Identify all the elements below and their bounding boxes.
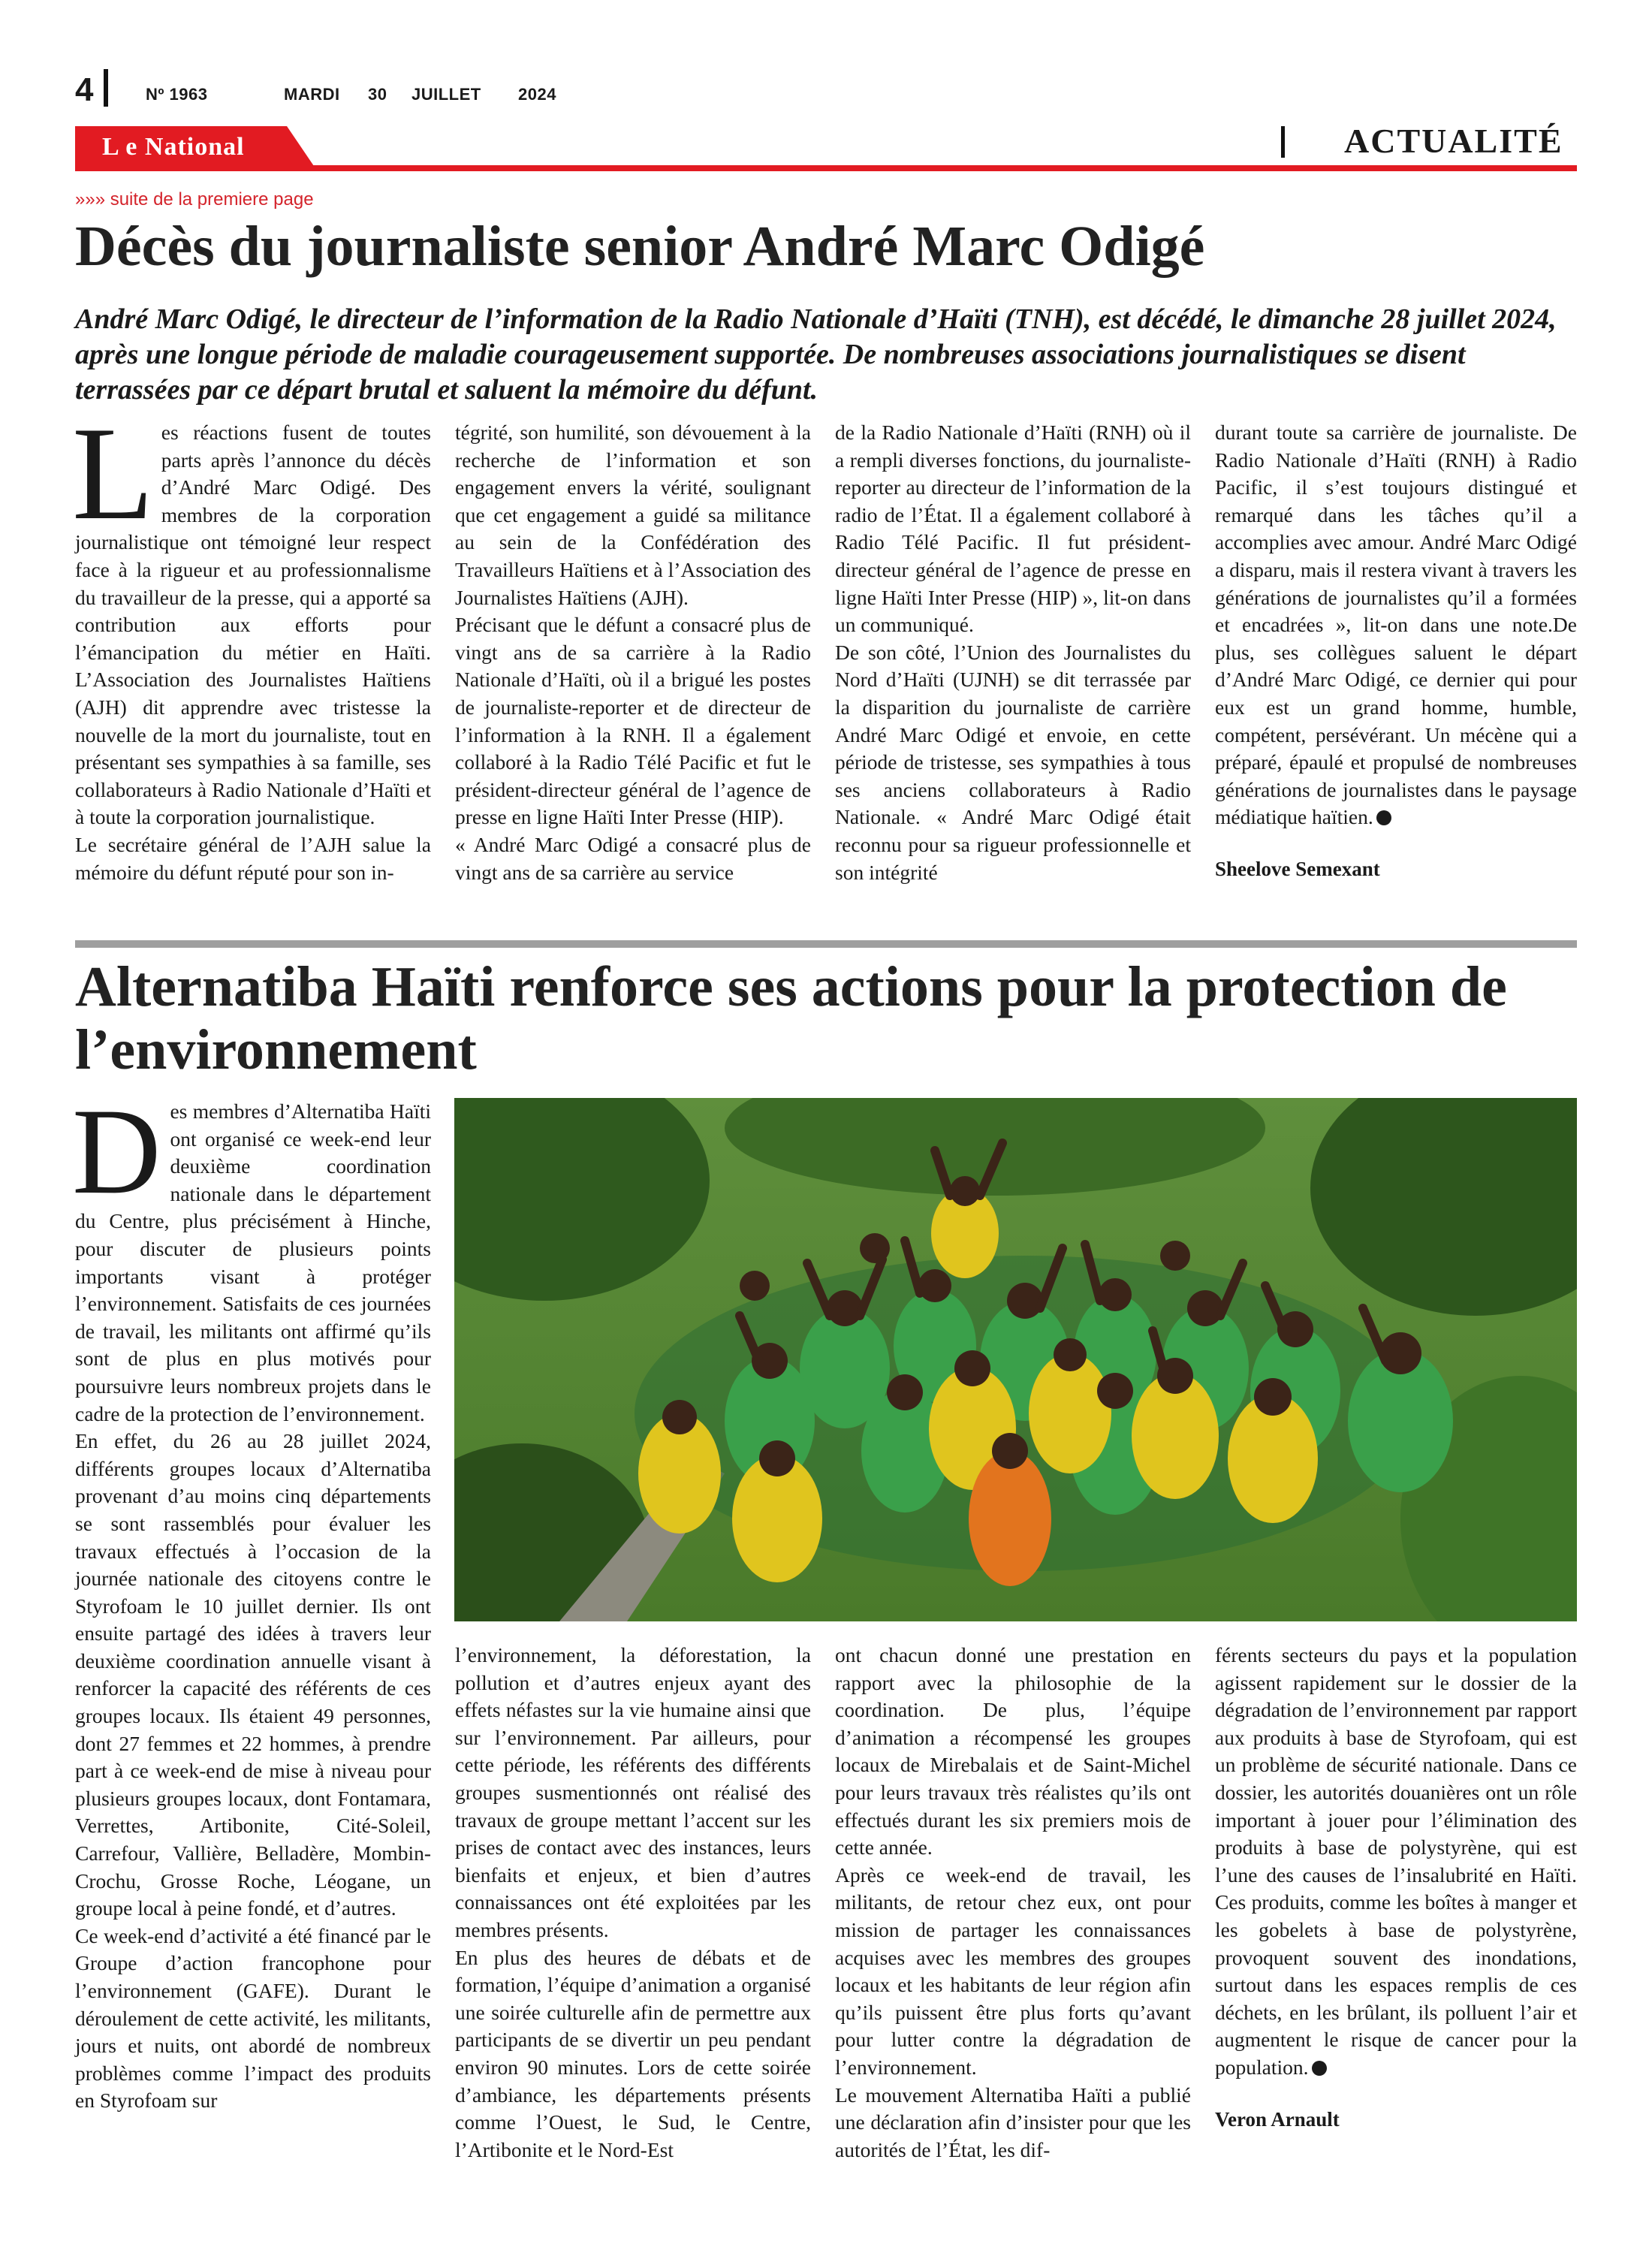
article1-lead: André Marc Odigé, le directeur de l’information de la Radio Nationale d’Haïti (TNH), est décédé, le dimanche 28 juillet 2024, après une longue période de maladie courageusement supportée. De nombreuses associations journalistiques se disent terrassées par ce départ brutal et saluent la mémoire du défunt. xyxy=(75,303,1557,406)
page-number: 4 xyxy=(75,71,94,108)
article1-paragraph-text: durant toute sa carrière de journaliste. De Radio Nationale d’Haïti (RNH) à Radio Pacific, il s’est toujours distingué et remarqué dans les tâches qu’il a accomplies avec amour. André Marc Odigé a disparu, mais il restera vivant à travers les générations de journalistes qu’il a formées et encadrées », lit-on dans une note.De plus, ses collègues saluent le départ d’André Marc Odigé, ce dernier qui pour eux est un grand homme, humble, compétent, persévérant. Un mécène qui a préparé, épaulé et propulsé de nombreuses générations de journalistes dans le paysage médiatique haïtien. xyxy=(1215,421,1577,829)
article2-column-1 xyxy=(72,1084,431,2115)
group-photo-illustration xyxy=(454,1098,1577,1621)
header-day: MARDI xyxy=(284,85,340,104)
article2-author: Veron Arnault xyxy=(1215,2107,1340,2131)
article1-title: Décès du journaliste senior André Marc Odigé xyxy=(75,215,1205,278)
end-of-article-icon xyxy=(1376,810,1391,825)
article2-paragraph: l’environnement, la déforestation, la pollution et d’autres enjeux ayant des effets néfastes sur la vie humaine ainsi que sur l’environnement. Par ailleurs, pour cette période, les référents des différents groupes susmentionnés ont réalisé des travaux de groupe mettant l’accent sur les prises de contact avec des instances, leurs bienfaits et enjeux, et bien d’autres connaissances ont été exploitées par les membres présents. xyxy=(455,1643,811,1941)
article1-author: Sheelove Semexant xyxy=(1215,857,1380,880)
article2-paragraph xyxy=(1215,1642,1577,2082)
article1-drop-cap: L xyxy=(72,399,154,547)
header-red-rule xyxy=(75,165,1577,171)
article1-paragraph: Précisant que le défunt a consacré plus de vingt ans de sa carrière à la Radio Nationale d’Haïti, où il a brigué les postes de journaliste-reporter et de directeur de l’information à la RNH. Il a également collaboré à la Radio Télé Pacific et fut le président-directeur général de l’agence de presse en ligne Haïti Inter Presse (HIP). xyxy=(455,613,811,829)
article1-paragraph: es réactions fusent de toutes parts après l’annonce du décès d’André Marc Odigé. Des membres de la corporation journalistique ont témoigné leur respect face à la rigueur et au professionnalisme du travailleur de la presse, qui a apporté sa contribution aux efforts pour l’émancipation du métier en Haïti. L’Association des Journalistes Haïtiens (AJH) dit apprendre avec tristesse la nouvelle de la mort du journaliste, tout en présentant ses sympathies à sa famille, ses collaborateurs à Radio Nationale d’Haïti et à toute la corporation journalistique. xyxy=(75,421,431,829)
article1-paragraph: tégrité, son humilité, son dévouement à la recherche de l’information et son engagement envers la vérité, soulignant que cet engagement a guidé sa militance au sein de la Confédération des Travailleurs Haïtiens et à l’Association des Journalistes Haïtiens (AJH). xyxy=(455,421,811,609)
article1-column-1 xyxy=(72,399,431,886)
section-label: ACTUALITÉ xyxy=(1344,122,1563,160)
brand-name: L e National xyxy=(102,133,245,161)
article1-paragraph: De son côté, l’Union des Journalistes du Nord d’Haïti (UJNH) se dit terrassée par la disparition du journaliste de carrière André Marc Odigé et envoie, en cette période de tristesse, ses sympathies à tous ses anciens collaborateurs à Radio Nationale. « André Marc Odigé était reconnu pour sa rigueur professionnelle et son intégrité xyxy=(835,640,1191,884)
article2-paragraph: es membres d’Alternatiba Haïti ont organisé ce week-end leur deuxième coordination nationale dans le département du Centre, plus précisément à Hinche, pour discuter de plusieurs points importants visant à protéger l’environnement. Satisfaits de ces journées de travail, les militants ont affirmé qu’ils sont de plus en plus motivés pour poursuivre leurs nombreux projets dans le cadre de la protection de l’environnement. xyxy=(75,1099,431,1425)
article1-column-4 xyxy=(1215,419,1577,883)
article1-column-3 xyxy=(835,419,1191,886)
page-number-divider xyxy=(104,69,108,107)
header-year: 2024 xyxy=(518,85,556,104)
header-month: JUILLET xyxy=(411,85,481,104)
article1-paragraph: de la Radio Nationale d’Haïti (RNH) où il a rempli diverses fonctions, du journaliste-reporter au directeur de l’information de la radio de l’État. Il a également collaboré à Radio Télé Pacific. Il fut président-directeur général de l’agence de presse en ligne Haïti Inter Presse (HIP) », lit-on dans un communiqué. xyxy=(835,421,1191,637)
article2-drop-cap: D xyxy=(72,1084,161,1220)
article2-column-3 xyxy=(835,1642,1191,2164)
section-divider xyxy=(1281,126,1285,158)
article2-paragraph: Après ce week-end de travail, les militants, de retour chez eux, ont pour mission de partager les connaissances acquises avec les membres des groupes locaux et les habitants de leur région afin qu’ils puissent être plus forts qu’avant pour lutter contre la dégradation de l’environnement. xyxy=(835,1862,1191,2079)
article1-paragraph: Le secrétaire général de l’AJH salue la mémoire du défunt réputé pour son in- xyxy=(75,832,431,884)
article2-paragraph: ont chacun donné une prestation en rapport avec la philosophie de la coordination. De plus, l’équipe d’animation a récompensé les groupes locaux de Mirebalais et de Saint-Michel pour leurs travaux très réalistes qu’ils ont effectués durant les six premiers mois de cette année. xyxy=(835,1643,1191,1859)
article2-column-4 xyxy=(1215,1642,1577,2133)
brand-tab xyxy=(75,126,300,168)
article2-column-2 xyxy=(455,1642,811,2164)
group-photo xyxy=(454,1098,1577,1621)
article2-title: Alternatiba Haïti renforce ses actions pour la protection de l’environnement xyxy=(75,955,1507,1081)
continued-from-front-page: »»» suite de la premiere page xyxy=(75,189,314,210)
article1-paragraph: « André Marc Odigé a consacré plus de vingt ans de sa carrière au service xyxy=(455,832,811,884)
article2-paragraph-text: férents secteurs du pays et la population agissent rapidement sur le dossier de la dégradation de l’environnement par rapport aux produits à base de Styrofoam, qui est un problème de sécurité nationale. Dans ce dossier, les autorités douanières ont un rôle important à jouer pour l’élimination des produits à base de polystyrène, qui est l’une des causes de l’insalubrité en Haïti. Ces produits, comme les boîtes à manger et les gobelets à base de polystyrène, provoquent souvent des inondations, surtout dans les espaces remplis de ces déchets, en les brûlant, ils polluent l’air et augmentent le risque de cancer pour la population. xyxy=(1215,1643,1577,2079)
article2-paragraph: En effet, du 26 au 28 juillet 2024, différents groupes locaux d’Alternatiba provenant d’au moins cinq départements se sont rassemblés pour évaluer les travaux effectués à l’occasion de la journée nationale des citoyens contre le Styrofoam le 10 juillet dernier. Ils ont ensuite partagé des idées à travers leur deuxième coordination annuelle visant à renforcer la capacité des référents de ces groupes locaux. Ils étaient 49 personnes, dont 27 femmes et 22 hommes, à prendre part à ce week-end de mise à niveau pour plusieurs groupes locaux, dont Fontamara, Verrettes, Artibonite, Cité-Soleil, Carrefour, Vallière, Belladère, Mombin-Crochu, Grosse Roche, Léogane, un groupe local à peine fondé, et d’autres. xyxy=(75,1429,431,1920)
issue-number: Nº 1963 xyxy=(146,85,208,104)
header-date: 30 xyxy=(368,85,387,104)
article1-column-2 xyxy=(455,419,811,886)
article2-paragraph: Ce week-end d’activité a été financé par le Groupe d’action francophone pour l’environnement (GAFE). Durant le déroulement de cette activité, les militants, jours et nuits, ont abordé de nombreux problèmes comme l’impact des produits en Styrofoam sur xyxy=(75,1923,431,2113)
article2-paragraph: Le mouvement Alternatiba Haïti a publié une déclaration afin d’insister pour que les autorités de l’État, les dif- xyxy=(835,2083,1191,2161)
article1-paragraph xyxy=(1215,419,1577,831)
article-separator-rule xyxy=(75,940,1577,948)
end-of-article-icon xyxy=(1312,2061,1327,2076)
article2-paragraph: En plus des heures de débats et de formation, l’équipe d’animation a organisé une soirée culturelle afin de permettre aux participants de se divertir un peu pendant environ 90 minutes. Lors de cette soirée d’ambiance, les départements présents comme l’Ouest, le Sud, le Centre, l’Artibonite et le Nord-Est xyxy=(455,1945,811,2161)
